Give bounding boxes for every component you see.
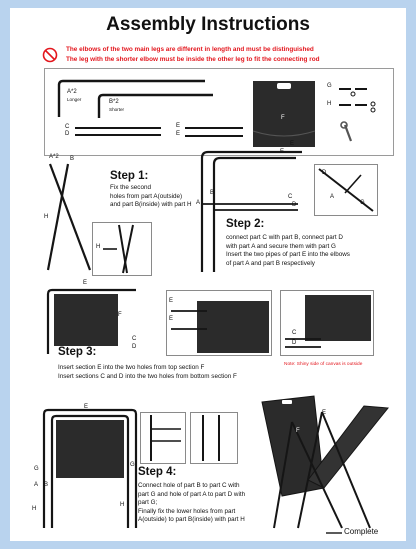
part-f-canvas	[253, 79, 317, 149]
part-b-leg	[95, 93, 225, 119]
step2-line-2: with part A and secure them with part G	[226, 242, 336, 250]
step2-inset-label-a: A	[330, 194, 335, 200]
step1-line-3: and part B(inside) with part H	[110, 201, 192, 209]
part-g-label: G	[327, 83, 332, 89]
part-a-note: Longer	[67, 97, 82, 102]
step4-detail-inset-1	[140, 412, 186, 464]
step1-x-legs	[40, 158, 100, 273]
part-b-label: B*2	[109, 99, 119, 105]
step2-line-3: Insert the two pipes of part E into the elbows	[226, 251, 350, 259]
step3-detail-inset-1	[166, 290, 272, 356]
page-title: Assembly Instructions	[106, 14, 310, 35]
part-d-label: D	[65, 131, 70, 137]
part-c-rod	[75, 125, 165, 131]
step1-line-1: Fix the second	[110, 184, 151, 191]
step4-line-5: A(outside) to part B(inside) with part H	[138, 516, 245, 524]
step4-line-1: Connect hole of part B to part C with	[138, 482, 240, 489]
step4-line-2: part G and hole of part A to part D with	[138, 490, 246, 498]
step3-detail-drawing-1	[167, 291, 271, 355]
step4-label-h1: H	[32, 506, 37, 512]
step3-line-1: Insert section E into the two holes from top section F	[58, 364, 205, 371]
complete-label-e: E	[322, 410, 327, 416]
step4-detail-drawing-2	[191, 413, 237, 463]
part-g-bolts	[337, 85, 371, 97]
step1-label-h: H	[44, 214, 49, 220]
parts-list-box	[44, 68, 394, 156]
step4-line-4: Finally fix the lower holes from part	[138, 507, 236, 515]
step2-label-d: D	[292, 202, 297, 208]
step4-line-3: part G;	[138, 499, 158, 507]
wrench-icon	[339, 121, 359, 145]
step1-detail-drawing	[93, 223, 151, 275]
step2-label-e1: E	[290, 141, 295, 147]
step1-inset-label-h: H	[96, 244, 101, 250]
part-d-rod	[75, 132, 165, 138]
warning-icon	[42, 48, 58, 62]
part-e-label-2: E	[176, 131, 181, 137]
step3-inset-label-c: C	[292, 330, 297, 336]
step4-label-a: A	[34, 482, 39, 488]
complete-label-f: F	[296, 428, 300, 434]
step4-label-g1: G	[34, 466, 39, 472]
step4-label-g2: G	[130, 462, 135, 468]
part-c-label: C	[65, 124, 70, 130]
step1-label-b: B	[70, 156, 75, 162]
step3-label-d: D	[132, 344, 137, 350]
step4-label-b: B	[44, 482, 49, 488]
step1-detail-inset	[92, 222, 152, 276]
step4-detail-inset-2	[190, 412, 238, 464]
step2-label-e2: E	[280, 149, 285, 155]
complete-pointer-line	[326, 531, 344, 535]
step2-line-4: of part A and part B respectively	[226, 259, 315, 267]
step4-label-e: E	[84, 404, 89, 410]
step2-text	[226, 234, 350, 268]
step1-label-a: A*2	[49, 154, 59, 160]
step3-note: Note: Shiny side of canvas is outside	[284, 362, 363, 367]
step4-frame-drawing	[36, 406, 140, 528]
warning-line-1: The elbows of the two main legs are different in length and must be distinguished	[66, 46, 314, 53]
part-h-label: H	[327, 101, 332, 107]
step2-label-a: A	[196, 200, 201, 206]
step1-line-2: holes from part A(outside)	[110, 192, 183, 200]
step3-line-2: Insert sections C and D into the two holes from bottom section F	[58, 372, 237, 380]
step2-label-b: B	[210, 190, 215, 196]
part-h-bolts	[337, 101, 379, 113]
part-f-label: F	[281, 115, 285, 121]
part-e-label-1: E	[176, 123, 181, 129]
step3-inset-label-e1: E	[169, 298, 174, 304]
step4-title: Step 4:	[138, 466, 177, 478]
step2-inset-label-d: D	[322, 170, 327, 176]
step3-label-e: E	[83, 280, 88, 286]
step1-text	[110, 184, 192, 210]
step2-label-c: C	[288, 194, 293, 200]
part-b-note: Shorter	[109, 107, 125, 112]
instruction-sheet	[10, 8, 406, 541]
step3-inset-label-d: D	[292, 340, 297, 346]
step3-text	[58, 364, 237, 381]
step3-label-c: C	[132, 336, 137, 342]
step3-inset-label-e2: E	[169, 316, 174, 322]
part-a-label: A*2	[67, 89, 77, 95]
warning-line-2: The leg with the shorter elbow must be inside the other leg to fit the connecting rod	[66, 56, 320, 63]
step4-text	[138, 482, 245, 525]
step3-title: Step 3:	[58, 346, 97, 358]
step2-inset-label-g: G	[360, 200, 365, 206]
step2-line-1: connect part C with part B, connect part D	[226, 234, 343, 241]
step3-assembled-frame	[44, 286, 144, 354]
step3-label-f: F	[118, 312, 122, 318]
step3-detail-inset-2	[280, 290, 374, 356]
complete-label: Complete	[344, 527, 379, 536]
step2-title: Step 2:	[226, 218, 265, 230]
step1-title: Step 1:	[110, 170, 149, 182]
step4-label-h2: H	[120, 502, 125, 508]
step4-detail-drawing-1	[141, 413, 185, 463]
part-e-rods	[185, 125, 247, 141]
